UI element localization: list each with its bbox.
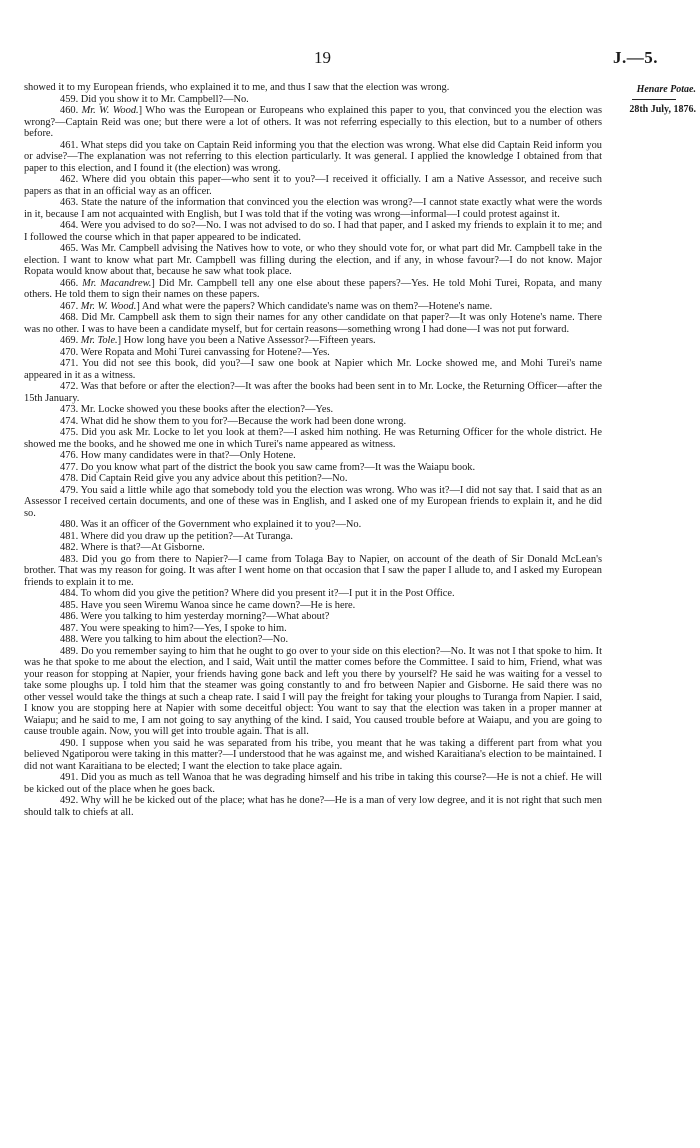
paragraph	[24, 312, 602, 335]
paragraph-text: 480. Was it an officer of the Government who explained it to you?—No.	[60, 519, 362, 530]
paragraph	[24, 220, 602, 243]
paragraph-text: 464. Were you advised to do so?—No. I was not advised to do so. I had that paper, and I asked my friends to explain it to me; and I followed the course which in that paper appeared to be indicated.	[24, 220, 602, 243]
paragraph	[24, 772, 602, 795]
paragraph	[24, 473, 602, 485]
question-number: 460.	[60, 105, 79, 116]
paragraph-text: 485. Have you seen Wiremu Wanoa since he came down?—He is here.	[60, 599, 356, 611]
paragraph	[24, 450, 602, 462]
paragraph	[24, 94, 602, 106]
paragraph-text: 462. Where did you obtain this paper—who sent it to you?—I received it officially. I am a Native Assessor, and receive such papers as that in an official way as an officer.	[24, 174, 602, 197]
speaker-name: Mr. W. Wood.	[81, 105, 139, 116]
paragraph	[24, 588, 602, 600]
paragraph	[24, 634, 602, 646]
paragraph: 469. Mr. Tole.] How long have you been a Native Assessor?—Fifteen years.	[60, 335, 376, 346]
paragraph	[24, 519, 602, 531]
question-number: 467.	[60, 300, 79, 312]
paragraph	[24, 358, 602, 381]
paragraph	[24, 646, 602, 738]
question-number: 466.	[60, 277, 79, 289]
testimony-date: 28th July, 1876.	[629, 104, 696, 115]
page-header	[0, 48, 700, 72]
paragraph-text: 474. What did he show them to you for?—Because the work had been done wrong.	[60, 415, 407, 427]
paragraph-text: 489. Do you remember saying to him that he ought to go over to your side on this election?—No. It was not I that spoke to him. It was he that spoke to me about the election, and I said, Wait until the matter comes before the Committee. I said to him, Friend, what was your reason for stopping at Napier, your friends having gone back and left you there by yourself? He said he was waiting for a vessel to take some ploughs up. I told him that the steamer was going constantly to and fro between Napier and Gisborne. He said there was no other vessel would take the things at such a cheap rate. I said I will pay the freight for taking your ploughs to Turanga from Napier. I said, I know you are stopping here at Napier with some deceitful object: You want to say that the election was taken in a proper manner at Waiapu; and he said to me, I am not going to say anything of the kind. I said, You caused trouble before at Waiapu, and you are going to cause trouble again. Now, you will get into trouble again. That is all.	[24, 645, 602, 737]
paragraph-text: 479. You said a little while ago that somebody told you the election was wrong. Who was it?—I did not say that. I said that as an Assessor I received certain documents, and one of these was in English, and I asked one of my European friends to explain it, and he did so.	[24, 484, 602, 519]
page-number: 19	[314, 48, 331, 67]
paragraph	[24, 485, 602, 520]
paragraph	[24, 416, 602, 428]
speaker-name: Mr. Macandrew.	[82, 277, 152, 289]
paragraph	[24, 347, 602, 359]
paragraph-text: 472. Was that before or after the election?—It was after the books had been sent in to Mr. Locke, the Returning Officer—after the 15th January.	[24, 381, 602, 404]
witness-name: Henare Potae.	[636, 84, 696, 95]
paragraph-text: 492. Why will he be kicked out of the place; what has he done?—He is a man of very low degree, and it is not right that such men should talk to chiefs at all.	[24, 795, 602, 818]
paragraph-text: 468. Did Mr. Campbell ask them to sign their names for any other candidate on that paper?—It was only Hotene's name. There was no other. I was to have been a candidate myself, but for certain reasons—something wrong I had done—I was not put forward.	[24, 312, 602, 335]
paragraph	[24, 174, 602, 197]
paragraph-text: 465. Was Mr. Campbell advising the Natives how to vote, or who they should vote for, or what part did Mr. Campbell take in the election. I want to know what part Mr. Campbell was filling during the election, and if any, in whose favour?—I do not know. Major Ropata would know about that, because he saw what took place.	[24, 243, 602, 277]
paragraph	[24, 795, 602, 818]
paragraph	[24, 243, 602, 278]
paragraph	[24, 404, 602, 416]
paragraph-text: 488. Were you talking to him about the election?—No.	[60, 634, 289, 645]
paragraph	[24, 427, 602, 450]
paragraph-text: Did Mr. Campbell tell any one else about these papers?—Yes. He told Mohi Turei, Ropata, and many others. He told them to sign their names on these papers.	[24, 277, 602, 300]
paragraph-text: 463. State the nature of the information that convinced you the election was wrong?—I cannot state exactly what were the words in it, because I am not acquainted with English, but I was told that if the voting was wrong—informal—I could protest against it.	[24, 197, 602, 220]
paragraph	[24, 531, 602, 543]
paragraph	[24, 197, 602, 220]
testimony-text	[24, 82, 602, 818]
paragraph-text: 481. Where did you draw up the petition?—At Turanga.	[60, 530, 293, 542]
paragraph-text: 484. To whom did you give the petition? Where did you present it?—I put it in the Post Office.	[60, 588, 455, 599]
paragraph-text: 486. Were you talking to him yesterday morning?—What about?	[60, 611, 330, 622]
paragraph: 467. Mr. W. Wood.] And what were the papers? Which candidate's name was on them?—Hotene's name.	[60, 300, 493, 312]
speaker-name: Mr. W. Wood.	[80, 300, 137, 312]
paragraph	[24, 82, 602, 94]
speaker-name: Mr. Tole.	[80, 335, 118, 346]
paragraph-text: 483. Did you go from there to Napier?—I came from Tolaga Bay to Napier, on account of the death of Sir Donald McLean's brother. That was my reason for going. It was after I went home on that occasion that I saw the paper I allude to, and I asked my European friends to explain it to me.	[24, 553, 602, 588]
paragraph	[24, 738, 602, 773]
paragraph	[24, 140, 602, 175]
paragraph: 466. Mr. Macandrew.] Did Mr. Campbell tell any one else about these papers?—Yes. He told Mohi Turei, Ropata, and many others. He told them to sign their names on these papers.	[24, 277, 602, 300]
paragraph-text: 482. Where is that?—At Gisborne.	[60, 542, 205, 553]
paragraph-text: 470. Were Ropata and Mohi Turei canvassing for Hotene?—Yes.	[60, 346, 330, 358]
paragraph-text: 491. Did you as much as tell Wanoa that he was degrading himself and his tribe in taking this course?—He is not a chief. He will be kicked out of the place when he goes back.	[24, 772, 602, 795]
paragraph	[24, 600, 602, 612]
paragraph-text: 476. How many candidates were in that?—Only Hotene.	[60, 450, 296, 461]
paragraph-text: 471. You did not see this book, did you?—I saw one book at Napier which Mr. Locke showed me, and Mohi Turei's name appeared in it as a witness.	[24, 358, 602, 381]
paragraph-text: 478. Did Captain Reid give you any advice about this petition?—No.	[60, 473, 348, 484]
paragraph	[24, 542, 602, 554]
paragraph-text: 490. I suppose when you said he was separated from his tribe, you meant that he was taking a different part from what you believed Ngatiporou were taking in this matter?—I understood that he was against me, and wished Karaitiana's election to be maintained. I did not want Karaitiana to be elected; I want the election to take place again.	[24, 737, 602, 772]
paragraph	[24, 623, 602, 635]
paragraph-text: 475. Did you ask Mr. Locke to let you look at them?—I asked him nothing. He was Returning Officer for the whole district. He showed me the books, and he showed me one in which Turei's name appeared as witness.	[24, 427, 602, 450]
margin-rule	[632, 99, 676, 100]
paragraph-text: Who was the European or Europeans who explained this paper to you, that convinced you the election was wrong?—Captain Reid was one; but there were a lot of others. It was not referring especially to this election, but to a number of others before.	[24, 105, 603, 139]
paragraph-text: 487. You were speaking to him?—Yes, I spoke to him.	[60, 622, 287, 634]
paragraph-text: How long have you been a Native Assessor?—Fifteen years.	[123, 335, 376, 346]
paragraph-text: showed it to my European friends, who explained it to me, and thus I saw that the election was wrong.	[24, 82, 450, 93]
paragraph-text: 473. Mr. Locke showed you these books after the election?—Yes.	[60, 404, 334, 415]
paragraph: 460. Mr. W. Wood.] Who was the European or Europeans who explained this paper to you, that convinced you the election was wrong?—Captain Reid was one; but there were a lot of others. It was not referring especially to this election, but to a number of others before.	[24, 105, 603, 139]
paragraph	[24, 611, 602, 623]
series-number: J.—5.	[613, 48, 658, 67]
paragraph	[24, 462, 602, 474]
paragraph-text: 477. Do you know what part of the district the book you saw came from?—It was the Waiapu book.	[60, 461, 476, 473]
paragraph-text: And what were the papers? Which candidate's name was on them?—Hotene's name.	[141, 300, 493, 312]
paragraph-text: 461. What steps did you take on Captain Reid informing you that the election was wrong. What else did Captain Reid inform you or advise?—The explanation was not referring to this election particularly. It was general. I applied the knowledge I obtained from that paper to this election, and I found it (the election) was wrong.	[24, 139, 602, 174]
paragraph	[24, 554, 602, 589]
paragraph-text: 459. Did you show it to Mr. Campbell?—No.	[60, 93, 249, 105]
question-number: 469.	[60, 335, 79, 346]
paragraph	[24, 381, 602, 404]
